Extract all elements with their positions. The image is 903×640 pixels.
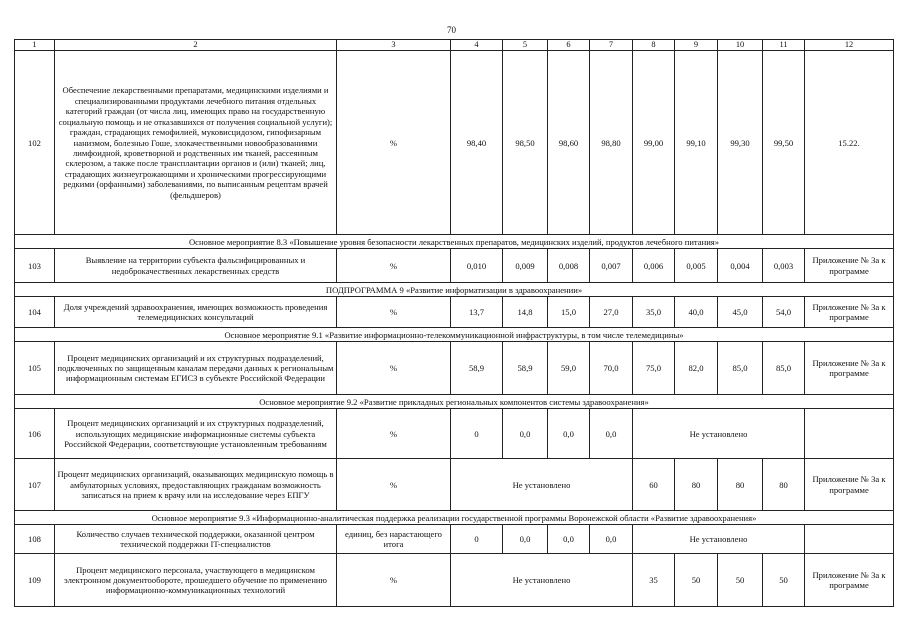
value-cell: 14,8 (503, 297, 548, 328)
row-number: 105 (15, 342, 55, 395)
column-header: 4 (451, 40, 503, 51)
row-number: 102 (15, 51, 55, 235)
value-cell: 80 (675, 459, 718, 511)
value-cell: 0,006 (633, 249, 675, 283)
value-cell: 0 (451, 409, 503, 459)
table-row (15, 525, 894, 554)
value-cell: 45,0 (718, 297, 763, 328)
reference-cell: Приложение № 3а к программе (805, 554, 894, 607)
not-set-cell: Не установлено (451, 554, 633, 607)
column-header: 7 (590, 40, 633, 51)
value-cell: 98,60 (548, 51, 590, 235)
value-cell: 0,004 (718, 249, 763, 283)
value-cell: 50 (763, 554, 805, 607)
row-number: 108 (15, 525, 55, 554)
unit-cell: % (337, 409, 451, 459)
value-cell: 50 (718, 554, 763, 607)
value-cell: 80 (718, 459, 763, 511)
section-row (15, 328, 894, 342)
section-heading: Основное мероприятие 9.1 «Развитие информационно-телекоммуникационной инфраструктуры, в том числе телемедицины» (15, 328, 894, 342)
value-cell: 99,00 (633, 51, 675, 235)
reference-cell (805, 525, 894, 554)
section-row (15, 511, 894, 525)
column-header: 6 (548, 40, 590, 51)
reference-cell: Приложение № 3а к программе (805, 297, 894, 328)
unit-cell: % (337, 342, 451, 395)
value-cell: 98,80 (590, 51, 633, 235)
value-cell: 75,0 (633, 342, 675, 395)
indicator-description: Выявление на территории субъекта фальсифицированных и недоброкачественных лекарственных средств (55, 249, 337, 283)
value-cell: 0,003 (763, 249, 805, 283)
row-number: 107 (15, 459, 55, 511)
reference-cell: 15.22. (805, 51, 894, 235)
value-cell: 40,0 (675, 297, 718, 328)
indicator-description: Процент медицинских организаций, оказывающих медицинскую помощь в амбулаторных условиях, предоставляющих гражданам возможность записаться на прием к врачу или на исследование через ЕПГУ (55, 459, 337, 511)
row-number: 103 (15, 249, 55, 283)
value-cell: 58,9 (503, 342, 548, 395)
value-cell: 99,30 (718, 51, 763, 235)
row-number: 109 (15, 554, 55, 607)
indicator-description: Процент медицинских организаций и их структурных подразделений, использующих медицинские информационные системы субъекта Российской Федерации, соответствующие установленным требованиям (55, 409, 337, 459)
value-cell: 60 (633, 459, 675, 511)
indicator-description: Обеспечение лекарственными препаратами, медицинскими изделиями и специализированными продуктами лечебного питания отдельных категорий граждан (от числа лиц, имеющих право на государственную социальную помощь и не отказавшихся от получения социальной услуги); граждан, страдающих гемофилией, муковисцидозом, гипофизарным нанизмом, болезнью Гоше, злокачественными новообразованиями лимфоидной, кроветворной и родственных им тканей, рассеянным склерозом, а также после трансплантации органов и (или) тканей; лиц, страдающих жизнеугрожающими и хроническими прогрессирующими редкими (орфанными) заболеваниями, по выписанным рецептам врачей (фельдшеров) (55, 51, 337, 235)
value-cell: 98,40 (451, 51, 503, 235)
value-cell: 0,008 (548, 249, 590, 283)
column-header: 3 (337, 40, 451, 51)
value-cell: 35 (633, 554, 675, 607)
section-row (15, 395, 894, 409)
section-heading: Основное мероприятие 8.3 «Повышение уровня безопасности лекарственных препаратов, медицинских изделий, продуктов лечебного питания» (15, 235, 894, 249)
column-header: 8 (633, 40, 675, 51)
value-cell: 0,0 (590, 525, 633, 554)
column-header: 12 (805, 40, 894, 51)
unit-cell: % (337, 459, 451, 511)
page-number: 70 (447, 25, 456, 35)
indicator-description: Процент медицинского персонала, участвующего в медицинском электронном документообороте, прошедшего обучение по применению информационно-коммуникационных технологий (55, 554, 337, 607)
value-cell: 15,0 (548, 297, 590, 328)
value-cell: 98,50 (503, 51, 548, 235)
value-cell: 80 (763, 459, 805, 511)
section-heading: Основное мероприятие 9.2 «Развитие прикладных региональных компонентов системы здравоохранения» (15, 395, 894, 409)
indicator-description: Доля учреждений здравоохранения, имеющих возможность проведения телемедицинских консультаций (55, 297, 337, 328)
value-cell: 59,0 (548, 342, 590, 395)
not-set-cell: Не установлено (633, 525, 805, 554)
value-cell: 0,0 (590, 409, 633, 459)
reference-cell (805, 409, 894, 459)
row-number: 104 (15, 297, 55, 328)
value-cell: 50 (675, 554, 718, 607)
value-cell: 0,010 (451, 249, 503, 283)
not-set-cell: Не установлено (633, 409, 805, 459)
subprogram-heading: ПОДПРОГРАММА 9 «Развитие информатизации в здравоохранении» (15, 283, 894, 297)
unit-cell: % (337, 249, 451, 283)
table-row (15, 297, 894, 328)
column-header: 10 (718, 40, 763, 51)
table-row (15, 459, 894, 511)
column-header: 9 (675, 40, 718, 51)
table-row (15, 342, 894, 395)
value-cell: 58,9 (451, 342, 503, 395)
unit-cell: % (337, 297, 451, 328)
value-cell: 0,0 (503, 409, 548, 459)
value-cell: 0,0 (548, 525, 590, 554)
reference-cell: Приложение № 3а к программе (805, 459, 894, 511)
value-cell: 0,0 (503, 525, 548, 554)
row-number: 106 (15, 409, 55, 459)
column-header: 11 (763, 40, 805, 51)
indicators-table (14, 39, 894, 607)
value-cell: 85,0 (718, 342, 763, 395)
value-cell: 0 (451, 525, 503, 554)
subprogram-row (15, 283, 894, 297)
value-cell: 99,50 (763, 51, 805, 235)
value-cell: 13,7 (451, 297, 503, 328)
table-row (15, 249, 894, 283)
unit-cell: % (337, 554, 451, 607)
not-set-cell: Не установлено (451, 459, 633, 511)
value-cell: 70,0 (590, 342, 633, 395)
value-cell: 35,0 (633, 297, 675, 328)
reference-cell: Приложение № 3а к программе (805, 342, 894, 395)
table-row (15, 409, 894, 459)
value-cell: 0,0 (548, 409, 590, 459)
section-row (15, 235, 894, 249)
table-row (15, 554, 894, 607)
value-cell: 0,007 (590, 249, 633, 283)
value-cell: 0,005 (675, 249, 718, 283)
value-cell: 54,0 (763, 297, 805, 328)
table-row (15, 51, 894, 235)
value-cell: 27,0 (590, 297, 633, 328)
section-heading: Основное мероприятие 9.3 «Информационно-аналитическая поддержка реализации государственной программы Воронежской области «Развитие здравоохранения» (15, 511, 894, 525)
column-header: 1 (15, 40, 55, 51)
value-cell: 82,0 (675, 342, 718, 395)
column-header: 2 (55, 40, 337, 51)
value-cell: 99,10 (675, 51, 718, 235)
value-cell: 85,0 (763, 342, 805, 395)
column-number-row (15, 40, 894, 51)
reference-cell: Приложение № 3а к программе (805, 249, 894, 283)
value-cell: 0,009 (503, 249, 548, 283)
unit-cell: % (337, 51, 451, 235)
unit-cell: единиц, без нарастающего итога (337, 525, 451, 554)
indicator-description: Количество случаев технической поддержки, оказанной центром технической поддержки IT-специалистов (55, 525, 337, 554)
indicator-description: Процент медицинских организаций и их структурных подразделений, подключенных по защищенным каналам передачи данных к региональным информационным системам ЕГИСЗ в субъекте Российской Федерации (55, 342, 337, 395)
column-header: 5 (503, 40, 548, 51)
